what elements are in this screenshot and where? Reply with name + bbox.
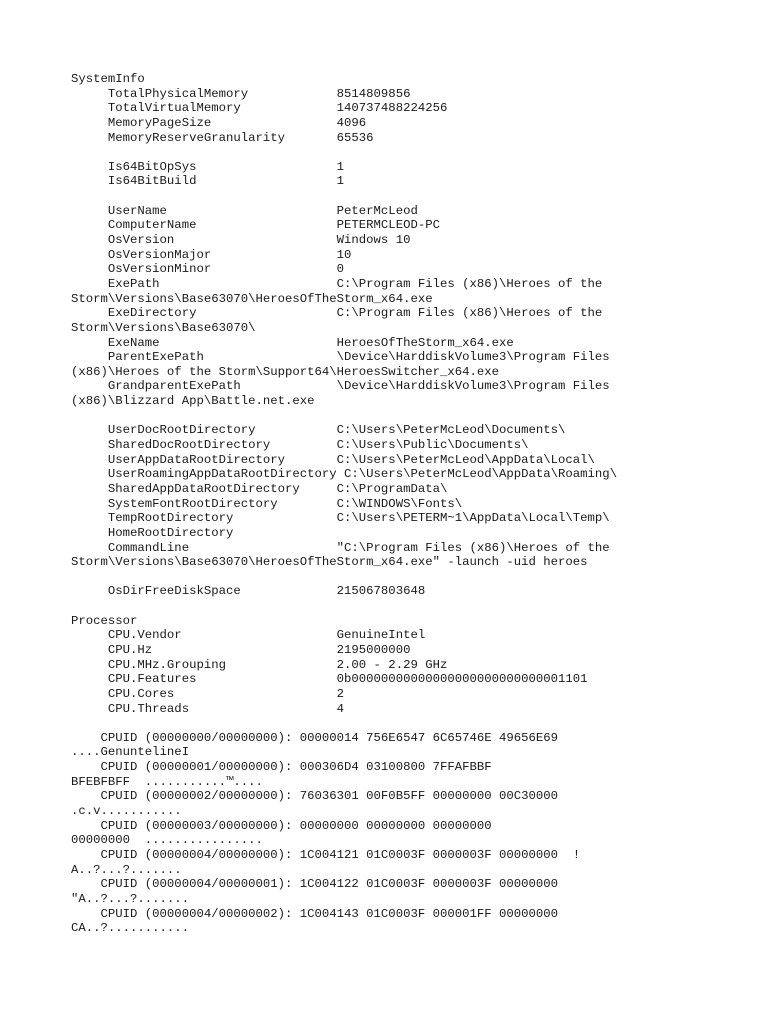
log-line: UserAppDataRootDirectory C:\Users\PeterMcLeod\AppData\Local\ [71,452,595,467]
log-line: CPUID (00000001/00000000): 000306D4 03100800 7FFAFBBF [71,760,492,775]
log-line [71,716,761,731]
log-line: ExeName HeroesOfTheStorm_x64.exe [71,335,514,350]
log-line: SystemFontRootDirectory C:\WINDOWS\Fonts\ [71,496,463,511]
log-line: OsVersionMajor 10 [71,247,352,262]
log-line [71,599,761,614]
log-line: ComputerName PETERMCLEOD-PC [71,218,440,233]
log-line: CPUID (00000004/00000001): 1C004122 01C0003F 0000003F 00000000 [71,877,559,892]
log-line: CPU.Threads 4 [71,701,345,716]
log-line: CommandLine "C:\Program Files (x86)\Heroes of the [71,540,610,555]
log-line: OsVersion Windows 10 [71,233,411,248]
log-line [71,570,761,585]
log-line: ParentExePath \Device\HarddiskVolume3\Program Files [71,350,610,365]
system-info-log [71,72,761,936]
log-line: Storm\Versions\Base63070\HeroesOfTheStorm_x64.exe [71,291,433,306]
log-line: .c.v........... [71,804,182,819]
log-line: SystemInfo [71,72,145,86]
log-line: (x86)\Heroes of the Storm\Support64\HeroesSwitcher_x64.exe [71,364,500,379]
log-line: Is64BitOpSys 1 [71,159,345,174]
log-line: Storm\Versions\Base63070\HeroesOfTheStorm_x64.exe" -launch -uid heroes [71,555,588,570]
log-line: Processor [71,613,138,628]
log-line: CPUID (00000003/00000000): 00000000 00000000 00000000 [71,818,492,833]
log-line: UserDocRootDirectory C:\Users\PeterMcLeod\Documents\ [71,423,566,438]
log-line: HomeRootDirectory [71,525,234,540]
log-line: SharedAppDataRootDirectory C:\ProgramData\ [71,481,448,496]
log-line [71,409,761,424]
log-line: GrandparentExePath \Device\HarddiskVolume3\Program Files [71,379,610,394]
log-line: MemoryPageSize 4096 [71,115,367,130]
log-line: ExeDirectory C:\Program Files (x86)\Heroes of the [71,306,603,321]
log-line: ExePath C:\Program Files (x86)\Heroes of the [71,276,603,291]
log-line: CPUID (00000000/00000000): 00000014 756E6547 6C65746E 49656E69 [71,730,559,745]
log-line: MemoryReserveGranularity 65536 [71,130,374,145]
log-line: CPU.Cores 2 [71,686,345,701]
log-line: (x86)\Blizzard App\Battle.net.exe [71,394,315,409]
log-line: TotalVirtualMemory 140737488224256 [71,101,448,116]
log-line: A..?...?....... [71,862,182,877]
log-line: Is64BitBuild 1 [71,174,345,189]
log-line: UserName PeterMcLeod [71,203,418,218]
log-line: CPUID (00000002/00000000): 76036301 00F0B5FF 00000000 00C30000 [71,789,559,804]
log-line: CPU.Features 0b00000000000000000000000000001101 [71,672,588,687]
log-line: CPU.Vendor GenuineIntel [71,628,426,643]
log-line: BFEBFBFF ...........™.... [71,774,263,789]
log-line: CPUID (00000004/00000002): 1C004143 01C0003F 000001FF 00000000 [71,906,559,921]
log-line: CPUID (00000004/00000000): 1C004121 01C0003F 0000003F 00000000 ! [71,847,581,862]
log-line: CPU.Hz 2195000000 [71,642,411,657]
log-line: 00000000 ................ [71,833,263,848]
log-line: ....GenuntelineI [71,745,190,760]
log-line: TempRootDirectory C:\Users\PETERM~1\AppData\Local\Temp\ [71,511,610,526]
log-line [71,145,761,160]
log-line: OsVersionMinor 0 [71,262,345,277]
log-line: Storm\Versions\Base63070\ [71,320,256,335]
log-line: "A..?...?....... [71,891,190,906]
log-line: UserRoamingAppDataRootDirectory C:\Users\PeterMcLeod\AppData\Roaming\ [71,467,618,482]
log-line: OsDirFreeDiskSpace 215067803648 [71,584,426,599]
log-line [71,189,761,204]
log-line: SharedDocRootDirectory C:\Users\Public\Documents\ [71,438,529,453]
log-line: TotalPhysicalMemory 8514809856 [71,86,411,101]
log-line: CA..?........... [71,921,190,936]
log-line: CPU.MHz.Grouping 2.00 - 2.29 GHz [71,657,448,672]
